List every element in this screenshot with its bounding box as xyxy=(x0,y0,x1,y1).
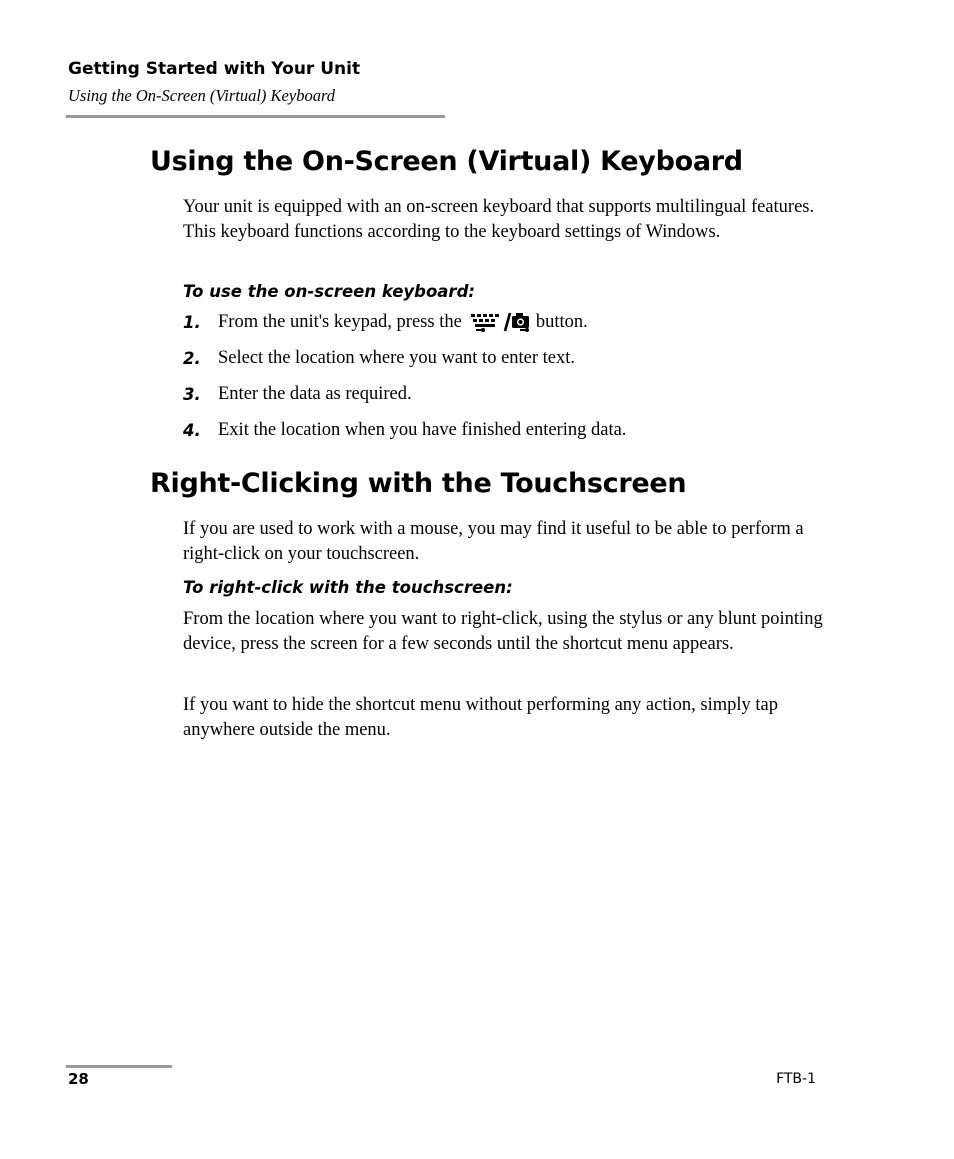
footer-rule xyxy=(66,1065,172,1068)
right-click-paragraph-1 xyxy=(183,607,823,656)
right-click-instructions: From the location where you want to right-click, using the stylus or any blunt pointing device, press the screen for a few seconds until the shortcut menu appears. xyxy=(183,609,823,654)
step-number: 1. xyxy=(183,312,201,332)
keyboard-intro xyxy=(183,195,823,244)
section-subtitle: Using the On-Screen (Virtual) Keyboard xyxy=(68,86,335,105)
step-4 xyxy=(183,418,626,442)
step-number: 3. xyxy=(183,384,201,404)
step-3 xyxy=(183,382,412,406)
step-text: Select the location where you want to enter text. xyxy=(218,348,576,368)
step-text-before: From the unit's keypad, press the xyxy=(218,312,462,332)
step-text: Enter the data as required. xyxy=(218,384,412,404)
chapter-title: Getting Started with Your Unit xyxy=(68,59,361,79)
document-code: FTB-1 xyxy=(776,1071,816,1087)
section-heading-keyboard: Using the On-Screen (Virtual) Keyboard xyxy=(150,146,743,177)
section-heading-right-click: Right-Clicking with the Touchscreen xyxy=(150,468,687,499)
keyboard-intro-text: Your unit is equipped with an on-screen keyboard that supports multilingual features. This keyboard functions according to the keyboard settings of Windows. xyxy=(183,197,815,242)
step-1 xyxy=(183,310,588,334)
step-number: 4. xyxy=(183,420,201,440)
right-click-paragraph-2 xyxy=(183,693,823,742)
step-text: Exit the location when you have finished entering data. xyxy=(218,420,627,440)
right-click-procedure-title: To right-click with the touchscreen: xyxy=(183,578,513,597)
running-header xyxy=(68,58,360,107)
hide-menu-instructions: If you want to hide the shortcut menu without performing any action, simply tap anywhere outside the menu. xyxy=(183,695,778,740)
right-click-intro-text: If you are used to work with a mouse, you may find it useful to be able to perform a right-click on your touchscreen. xyxy=(183,519,804,564)
right-click-intro xyxy=(183,517,823,566)
step-2 xyxy=(183,346,575,370)
step-number: 2. xyxy=(183,348,201,368)
page-number: 28 xyxy=(68,1070,89,1088)
step-text-after: button. xyxy=(535,312,588,332)
keyboard-camera-icon xyxy=(470,310,530,334)
keyboard-procedure-title: To use the on-screen keyboard: xyxy=(183,282,475,301)
header-rule xyxy=(66,115,445,118)
step-text xyxy=(218,310,588,334)
